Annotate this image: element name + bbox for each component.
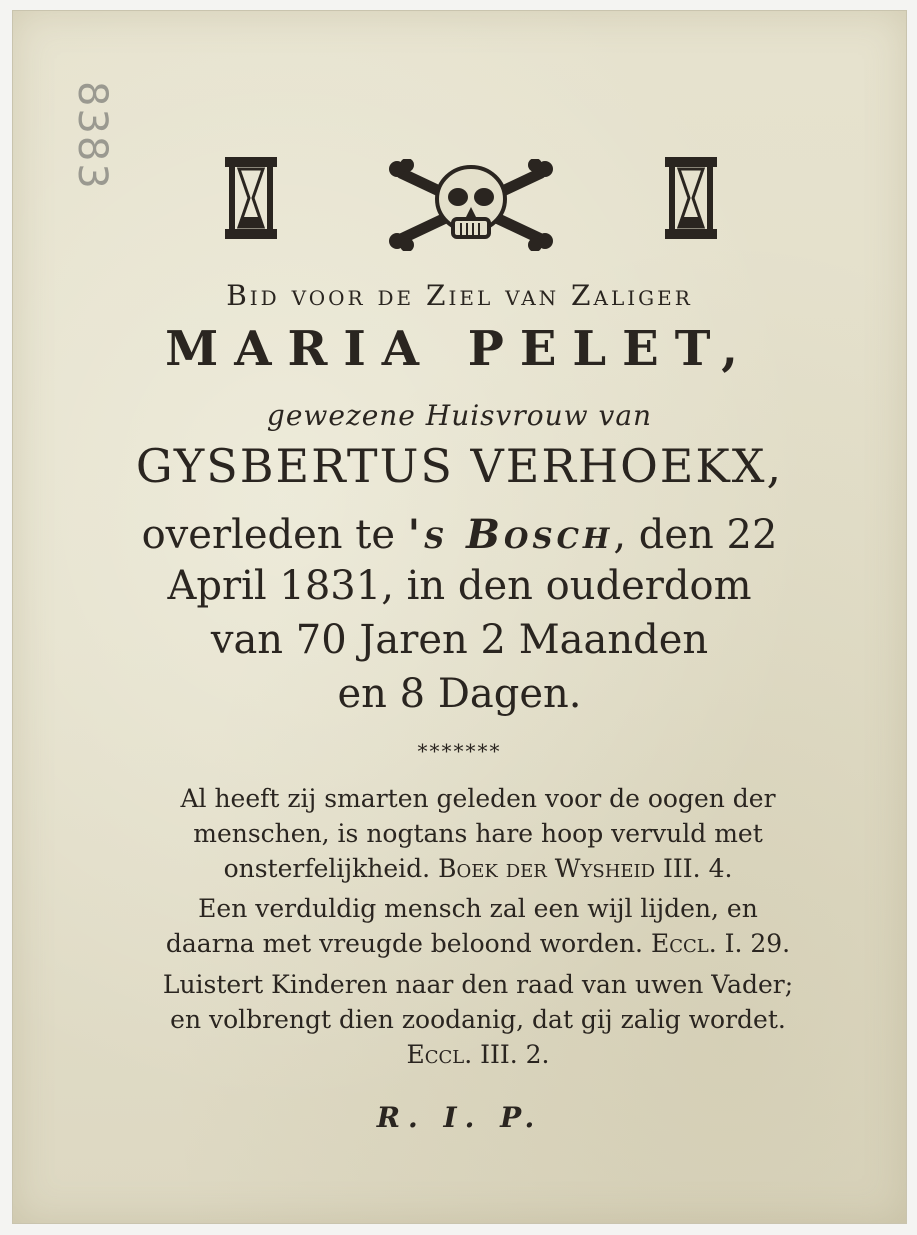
verse-line: Al heeft zij smarten geleden voor de oogen der xyxy=(180,784,776,813)
death-date-line: April 1831, in den ouderdom xyxy=(167,563,752,609)
age-line: van 70 Jaren 2 Maanden xyxy=(210,617,709,663)
verse-line: Luistert Kinderen naar den raad van uwen Vader; xyxy=(162,970,794,999)
age-days-line: en 8 Dagen. xyxy=(337,671,582,717)
hourglass-icon xyxy=(663,155,719,241)
star-divider: ******* xyxy=(417,739,502,763)
verse-ecclesiasticus-1 xyxy=(93,891,863,961)
relation-line: gewezene Huisvrouw van xyxy=(266,399,653,432)
verse-reference: Boek der Wysheid III. 4. xyxy=(438,854,733,883)
memorial-card xyxy=(12,10,907,1224)
prayer-heading: Bid voor de Ziel van Zaliger xyxy=(226,279,693,312)
verse-line: menschen, is nogtans hare hoop vervuld met xyxy=(193,819,763,848)
verse-line: daarna met vreugde beloond worden. xyxy=(165,929,643,958)
death-place: 's Bosch xyxy=(407,511,614,558)
verse-reference: Eccl. III. 2. xyxy=(406,1040,550,1069)
verse-ecclesiasticus-3 xyxy=(93,967,863,1072)
hourglass-icon xyxy=(223,155,279,241)
husband-name: GYSBERTUS VERHOEKX, xyxy=(135,439,784,493)
death-date-day: , den 22 xyxy=(613,512,778,558)
death-place-prefix: overleden te xyxy=(141,512,408,558)
rip-closing: R. I. P. xyxy=(376,1101,543,1134)
verse-line: en volbrengt dien zoodanig, dat gij zalig wordet. xyxy=(170,1005,786,1034)
catalog-number-stamp: 8383 xyxy=(69,81,115,191)
verse-line: Een verduldig mensch zal een wijl lijden, en xyxy=(198,894,758,923)
skull-crossbones-icon xyxy=(387,159,555,251)
verse-reference: Eccl. I. 29. xyxy=(650,929,791,958)
verse-line: onsterfelijkheid. xyxy=(223,854,431,883)
deceased-name: MARIA PELET, xyxy=(165,321,754,377)
verse-wisdom xyxy=(93,781,863,886)
death-place-line xyxy=(13,511,906,558)
